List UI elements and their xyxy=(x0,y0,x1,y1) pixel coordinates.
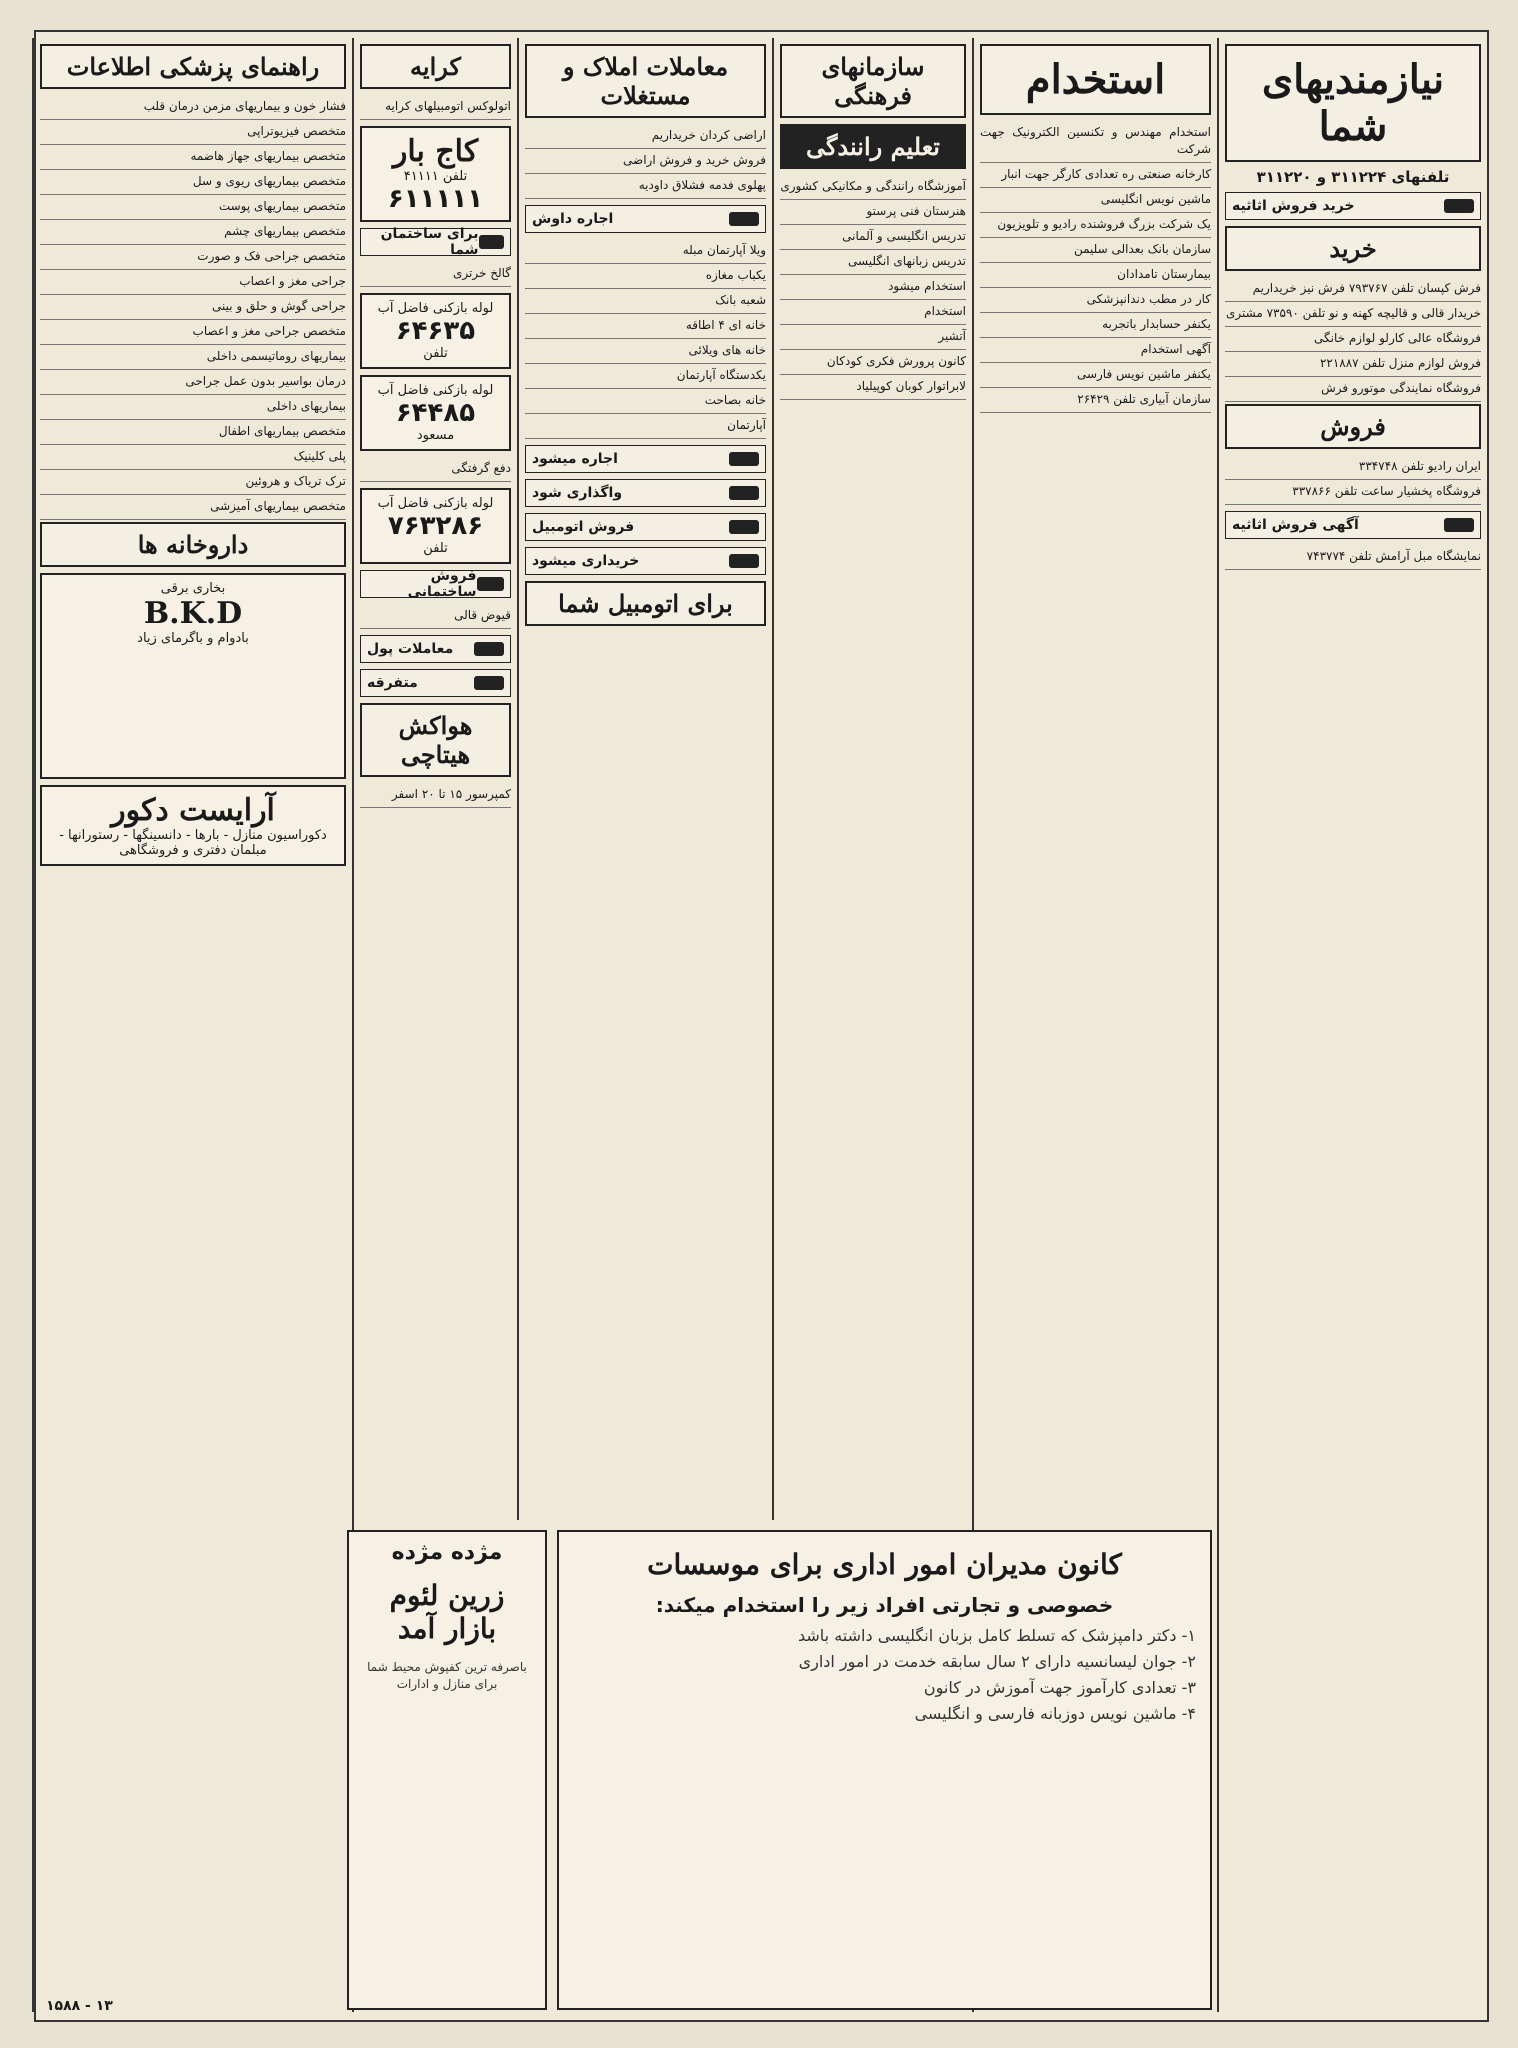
ad-item: متخصص جراحی فک و صورت xyxy=(40,245,346,270)
ad-item: اراضی کردان خریداریم xyxy=(525,124,766,149)
ad-item: متخصص بیماریهای ریوی و سل xyxy=(40,170,346,195)
ad-item: سازمان بانک بعدالی سلیمن xyxy=(980,238,1211,263)
section-strip: متفرقه xyxy=(360,669,511,697)
ad-title: مژده مژده xyxy=(391,1540,503,1565)
section-strip: معاملات پول xyxy=(360,635,511,663)
ad-item: فروش خرید و فروش اراضی xyxy=(525,149,766,174)
section-strip: اجاره داوش xyxy=(525,205,766,233)
ad-item: سازمان آبیاری تلفن ۲۶۴۲۹ xyxy=(980,388,1211,413)
section-heading: داروخانه ها xyxy=(40,522,346,567)
misc-icon xyxy=(474,676,504,690)
ad-item: گالخ خرتری xyxy=(360,262,511,287)
section-heading: فروش xyxy=(1225,404,1481,449)
ad-item: کارخانه صنعتی ره تعدادی کارگر جهت انبار xyxy=(980,163,1211,188)
ad-point: ۴- ماشین نویس دوزبانه فارسی و انگلیسی xyxy=(914,1704,1196,1723)
ad-item: خانه ای ۴ اطاقه xyxy=(525,314,766,339)
ad-item: خانه های ویلائی xyxy=(525,339,766,364)
ad-item: قیوض قالی xyxy=(360,604,511,629)
ad-item: جراحی مغز و اعصاب xyxy=(40,270,346,295)
key-icon xyxy=(729,486,759,500)
ad-item: ماشین نویس انگلیسی xyxy=(980,188,1211,213)
ad-box: کاج بار تلفن ۴۱۱۱۱ ۶۱۱۱۱۱ xyxy=(360,126,511,222)
section-icon xyxy=(1444,518,1474,532)
ad-item: آپارتمان xyxy=(525,414,766,439)
ad-item: خریدار قالی و قالیچه کهنه و نو تلفن ۷۳۵۹۰ مشتری xyxy=(1225,302,1481,327)
ad-item: متخصص بیماریهای جهاز هاضمه xyxy=(40,145,346,170)
ad-item: متخصص بیماریهای آمیزشی xyxy=(40,495,346,520)
ad-item: آگهی استخدام xyxy=(980,338,1211,363)
heater-ad: بخاری برقی B.K.D بادوام و باگرمای زیاد xyxy=(40,573,346,779)
ad-item: تدریس زبانهای انگلیسی xyxy=(780,250,966,275)
house-icon xyxy=(729,212,759,226)
ad-item: فروشگاه نمایندگی موتورو فرش xyxy=(1225,377,1481,402)
ad-item: ترک تریاک و هروئین xyxy=(40,470,346,495)
money-icon xyxy=(474,642,504,656)
ad-item: جراحی گوش و حلق و بینی xyxy=(40,295,346,320)
ad-item: بیمارستان تامدادان xyxy=(980,263,1211,288)
ad-item: استخدام میشود xyxy=(780,275,966,300)
ad-point: ۳- تعدادی کارآموز جهت آموزش در کانون xyxy=(923,1678,1196,1697)
ad-box: لوله بازکنی فاضل آب ۶۴۴۸۵ مسعود xyxy=(360,375,511,451)
ad-subtitle: خصوصی و تجارتی افراد زیر را استخدام میکند: xyxy=(655,1593,1114,1617)
ad-item: فروشگاه پخشیار ساعت تلفن ۳۳۷۸۶۶ xyxy=(1225,480,1481,505)
ad-point: ۱- دکتر دامپزشک که تسلط کامل بزبان انگلیسی داشته باشد xyxy=(798,1626,1196,1645)
ad-item: شعبه بانک xyxy=(525,289,766,314)
ad-item: فرش کپسان تلفن ۷۹۳۷۶۷ فرش نیز خریداریم xyxy=(1225,277,1481,302)
ad-item: استخدام xyxy=(780,300,966,325)
section-title: راهنمای پزشکی اطلاعات xyxy=(40,44,346,89)
ad-item: فروش لوازم منزل تلفن ۲۲۱۸۸۷ xyxy=(1225,352,1481,377)
ad-item: کمپرسور ۱۵ تا ۲۰ اسفر xyxy=(360,783,511,808)
section-title: نیازمندیهای شما xyxy=(1225,44,1481,162)
flooring-ad xyxy=(347,1530,547,2010)
cultural-column xyxy=(772,38,972,1520)
ad-item: یک شرکت بزرگ فروشنده رادیو و تلویزیون xyxy=(980,213,1211,238)
ad-item: کار در مطب دندانپزشکی xyxy=(980,288,1211,313)
section-heading: خرید xyxy=(1225,226,1481,271)
ad-item: استخدام مهندس و تکنسین الکترونیک جهت شرکت xyxy=(980,121,1211,163)
car-icon xyxy=(729,554,759,568)
headline: تعلیم رانندگی xyxy=(780,124,966,169)
ad-item: ایران رادیو تلفن ۳۳۴۷۴۸ xyxy=(1225,455,1481,480)
ad-item: پلی کلینیک xyxy=(40,445,346,470)
realestate-column xyxy=(517,38,772,1520)
ad-item: هنرستان فنی پرستو xyxy=(780,200,966,225)
ad-item: یکباب مغازه xyxy=(525,264,766,289)
section-heading: برای اتومبیل شما xyxy=(525,581,766,626)
ad-item: متخصص بیماریهای چشم xyxy=(40,220,346,245)
ad-item: متخصص بیماریهای اطفال xyxy=(40,420,346,445)
ad-item: کانون پرورش فکری کودکان xyxy=(780,350,966,375)
page-footer: ۱۵۸۸ - ۱۳ xyxy=(46,1998,113,2014)
ad-item: بیماریهای داخلی xyxy=(40,395,346,420)
ad-item: خانه بصاحت xyxy=(525,389,766,414)
section-title: سازمانهای فرهنگی xyxy=(780,44,966,118)
section-heading: هواکش هیتاچی xyxy=(360,703,511,777)
section-strip: واگذاری شود xyxy=(525,479,766,507)
ad-point: ۲- جوان لیسانسیه دارای ۲ سال سابقه خدمت در امور اداری xyxy=(798,1652,1196,1671)
ad-item: یکنفر حسابدار باتجربه xyxy=(980,313,1211,338)
ad-item: آتشیر xyxy=(780,325,966,350)
ad-headline: زرین لئوم بازار آمد xyxy=(389,1579,505,1645)
building-icon xyxy=(479,235,505,249)
section-title: معاملات املاک و مستغلات xyxy=(525,44,766,118)
section-strip: فروش ساختمانی xyxy=(360,570,511,598)
recruitment-ad xyxy=(557,1530,1212,2010)
ad-title: کانون مدیران امور اداری برای موسسات xyxy=(647,1548,1122,1581)
section-icon xyxy=(1444,199,1474,213)
ad-box: لوله بازکنی فاضل آب ۷۶۳۲۸۶ تلفن xyxy=(360,488,511,564)
ad-item: پهلوی فدمه فشلاق داودیه xyxy=(525,174,766,199)
newspaper-page xyxy=(34,30,1489,2022)
section-strip: خریداری میشود xyxy=(525,547,766,575)
ad-item: نمایشگاه مبل آرامش تلفن ۷۴۳۷۷۴ xyxy=(1225,545,1481,570)
section-strip: برای ساختمان شما xyxy=(360,228,511,256)
section-title: کرایه xyxy=(360,44,511,89)
section-strip: خرید فروش اثاثیه xyxy=(1225,192,1481,220)
ad-item: بیماریهای روماتیسمی داخلی xyxy=(40,345,346,370)
ad-item: دفع گرفتگی xyxy=(360,457,511,482)
ad-item: اتولوکس اتومبیلهای کرایه xyxy=(360,95,511,120)
phones: تلفنهای ۳۱۱۲۲۴ و ۳۱۱۲۲۰ xyxy=(1256,168,1450,186)
ad-box: لوله بازکنی فاضل آب ۶۴۶۳۵ تلفن xyxy=(360,293,511,369)
car-icon xyxy=(729,520,759,534)
ad-body: باصرفه ترین کفپوش محیط شما برای منازل و ادارات xyxy=(367,1660,527,1691)
ad-item: متخصص جراحی مغز و اعصاب xyxy=(40,320,346,345)
ad-item: یکنفر ماشین نویس فارسی xyxy=(980,363,1211,388)
classifieds-column xyxy=(1217,38,1487,2012)
section-title: استخدام xyxy=(980,44,1211,115)
ad-item: فشار خون و بیماریهای مزمن درمان قلب xyxy=(40,95,346,120)
key-icon xyxy=(729,452,759,466)
section-strip: اجاره میشود xyxy=(525,445,766,473)
ad-item: درمان بواسیر بدون عمل جراحی xyxy=(40,370,346,395)
section-strip: فروش اتومبیل xyxy=(525,513,766,541)
ad-item: متخصص بیماریهای پوست xyxy=(40,195,346,220)
ad-item: متخصص فیزیوتراپی xyxy=(40,120,346,145)
ad-item: لابراتوار کوبان کوپیلیاد xyxy=(780,375,966,400)
medical-column xyxy=(32,38,352,2012)
decor-ad: آرایست دکور دکوراسیون منازل - بارها - دانسینگها - رستورانها - مبلمان دفتری و فروشگاهی xyxy=(40,785,346,866)
ad-item: فروشگاه عالی کارلو لوازم خانگی xyxy=(1225,327,1481,352)
section-strip: آگهی فروش اثاثیه xyxy=(1225,511,1481,539)
ad-item: آموزشگاه رانندگی و مکانیکی کشوری xyxy=(780,175,966,200)
ad-item: تدریس انگلیسی و آلمانی xyxy=(780,225,966,250)
ad-item: یکدستگاه آپارتمان xyxy=(525,364,766,389)
ad-item: ویلا آپارتمان مبله xyxy=(525,239,766,264)
building-icon xyxy=(477,577,504,591)
